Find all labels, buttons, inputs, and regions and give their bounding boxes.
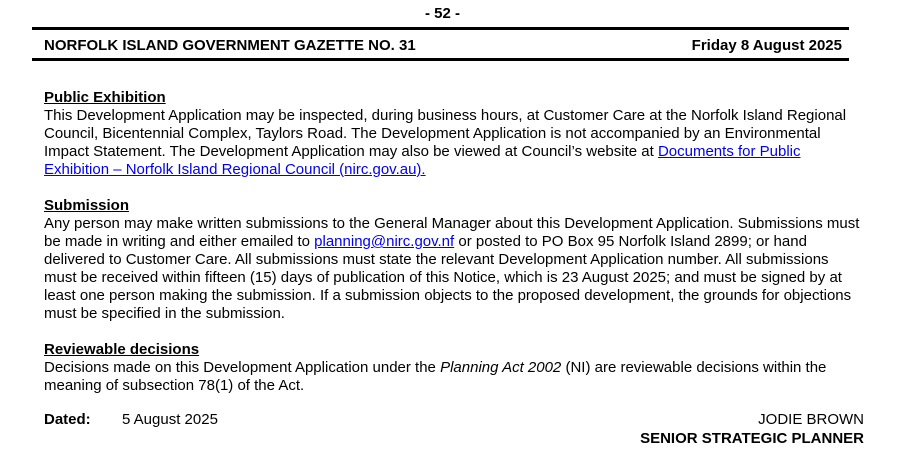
notice-body [44, 89, 864, 413]
header-rule-bottom [32, 58, 849, 61]
page-number: - 52 - [424, 5, 460, 22]
reviewable-decisions-text [44, 359, 864, 395]
public-exhibition-text [44, 107, 864, 179]
reviewable-body-end: (NI) are reviewable decisions within the meaning of subsection 78(1) of the Act. [44, 359, 827, 394]
submission-heading: Submission [44, 197, 130, 214]
gazette-title: NORFOLK ISLAND GOVERNMENT GAZETTE NO. 31 [44, 37, 416, 54]
submission-body-end: or posted to PO Box 95 Norfolk Island 2899; or hand delivered to Customer Care. All submissions must state the relevant Development Application number. All submissions must be received within fifteen (15) days of publication of this Notice, which is 23 August 2025; and must be signed by at least one person making the submission. If a submission objects to the proposed development, the grounds for objections must be specified in the submission. [44, 233, 852, 322]
gazette-date: Friday 8 August 2025 [691, 37, 842, 54]
public-exhibition-section [44, 89, 864, 179]
reviewable-decisions-section [44, 341, 864, 395]
public-exhibition-body: This Development Application may be inspected, during business hours, at Customer Care at the Norfolk Island Regional Council, Bicentennial Complex, Taylors Road. The Development Application is not accompanied by an Environmental Impact Statement. The Development Application may also be viewed at Council’s website at [44, 107, 847, 160]
header-rule-top [32, 27, 849, 30]
submission-email-link[interactable]: planning@nirc.gov.nf [314, 233, 455, 250]
act-name: Planning Act 2002 [440, 359, 562, 376]
submission-section [44, 197, 864, 323]
reviewable-body-start: Decisions made on this Development Application under the [44, 359, 441, 376]
reviewable-decisions-heading: Reviewable decisions [44, 341, 200, 358]
signer-name: JODIE BROWN [758, 411, 864, 428]
public-exhibition-heading: Public Exhibition [44, 89, 166, 106]
signer-title: SENIOR STRATEGIC PLANNER [640, 430, 864, 447]
dated-label: Dated: [44, 411, 91, 428]
dated-value: 5 August 2025 [122, 411, 218, 428]
submission-body-start: Any person may make written submissions to the General Manager about this Development Application. Submissions must be made in writing and either emailed to [44, 215, 860, 250]
public-exhibition-link[interactable]: Documents for Public Exhibition – Norfolk Island Regional Council (nirc.gov.au). [44, 143, 801, 178]
submission-text [44, 215, 864, 323]
